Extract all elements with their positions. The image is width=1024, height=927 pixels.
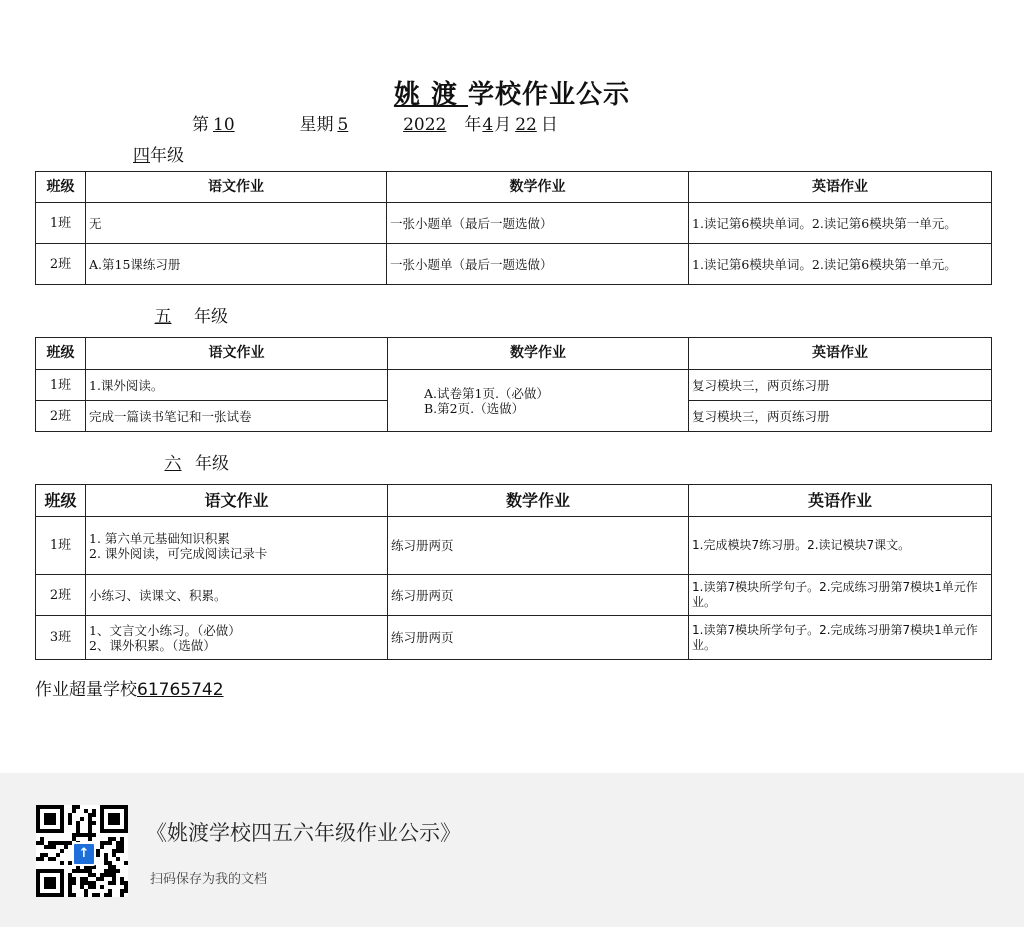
class-cell: 2班 [36,401,86,432]
table-header-row [36,485,992,517]
grade-4-heading [133,141,184,166]
english-cell: 1.完成模块7练习册。2.读记模块7课文。 [689,517,992,575]
class-cell: 2班 [36,244,86,285]
chinese-cell: 无 [86,203,387,244]
chinese-cell [86,517,388,575]
grade-6-table [35,484,992,660]
footer-save-hint: 扫码保存为我的文档 [150,872,268,887]
table-row [36,244,992,285]
header-math: 数学作业 [387,172,689,203]
english-cell: 复习模块三，两页练习册 [689,370,992,401]
footer-bar [0,773,1024,927]
english-cell: 1.读第7模块所学句子。2.完成练习册第7模块1单元作业。 [689,575,992,616]
day-value: 22 [515,115,537,135]
english-cell: 1.读记第6模块单词。2.读记第6模块第一单元。 [689,244,992,285]
chinese-line: 2. 课外阅读，可完成阅读记录卡 [89,545,268,561]
grade-5-table [35,337,992,432]
weekday-label: 星期 [299,115,334,135]
day-suffix: 日 [540,115,558,135]
grade-5-number: 五 [154,307,172,327]
chinese-line: 2、课外积累。（选做） [89,637,216,653]
math-cell: 练习册两页 [388,517,689,575]
header-english: 英语作业 [689,485,992,517]
table-row [36,575,992,616]
table-row [36,370,992,401]
week-number: 10 [213,115,235,135]
table-row [36,203,992,244]
overload-school-line [35,675,238,700]
header-class: 班级 [36,485,86,517]
app-icon: ↑ [72,842,96,866]
math-cell: 练习册两页 [388,616,689,660]
math-line: B.第2页.（选做） [424,400,525,416]
grade-4-suffix: 年级 [150,146,184,166]
header-class: 班级 [36,338,86,370]
chinese-line: 小练习、读课文、积累。 [89,587,227,603]
class-cell: 1班 [36,370,86,401]
chinese-cell [86,575,388,616]
class-cell: 1班 [36,517,86,575]
school-name: 姚 渡 [393,80,469,110]
math-line: A.试卷第1页.（必做） [424,385,549,401]
header-chinese: 语文作业 [86,338,388,370]
chinese-cell [86,616,388,660]
english-cell: 复习模块三，两页练习册 [689,401,992,432]
page-title [0,74,1024,111]
english-cell: 1.读第7模块所学句子。2.完成练习册第7模块1单元作业。 [689,616,992,660]
math-cell: 一张小题单（最后一题选做） [387,244,689,285]
grade-4-table [35,171,992,285]
grade-4-number: 四 [133,146,150,166]
grade-6-suffix: 年级 [195,454,229,474]
overload-label: 作业超量学校 [35,680,137,700]
class-cell: 1班 [36,203,86,244]
math-cell-merged [388,370,689,432]
math-cell: 练习册两页 [388,575,689,616]
header-chinese: 语文作业 [86,485,388,517]
footer-document-title: 《姚渡学校四五六年级作业公示》 [146,821,461,845]
grade-6-heading [151,449,229,474]
month-suffix: 月 [494,115,512,135]
class-cell: 3班 [36,616,86,660]
grade-5-heading [132,302,228,327]
overload-value: 61765742 [137,680,224,700]
header-math: 数学作业 [388,485,689,517]
year-value: 2022 [403,115,447,135]
chinese-cell: A.第15课练习册 [86,244,387,285]
chinese-cell: 完成一篇读书笔记和一张试卷 [86,401,388,432]
header-chinese: 语文作业 [86,172,387,203]
table-header-row [36,172,992,203]
qr-code[interactable] [36,805,128,897]
class-cell: 2班 [36,575,86,616]
month-value: 4 [482,115,494,135]
table-header-row [36,338,992,370]
date-line [192,110,558,135]
chinese-line: 1. 第六单元基础知识积累 [89,530,230,546]
chinese-cell: 1.课外阅读。 [86,370,388,401]
header-english: 英语作业 [689,172,992,203]
grade-6-number: 六 [164,454,182,474]
week-prefix: 第 [192,115,209,135]
header-math: 数学作业 [388,338,689,370]
header-class: 班级 [36,172,86,203]
weekday-value: 5 [337,115,349,135]
chinese-line: 1、文言文小练习。（必做） [89,622,241,638]
table-row [36,616,992,660]
table-row [36,517,992,575]
title-rest: 学校作业公示 [468,80,631,110]
year-suffix: 年 [464,115,482,135]
grade-5-suffix: 年级 [194,307,228,327]
english-cell: 1.读记第6模块单词。2.读记第6模块第一单元。 [689,203,992,244]
math-cell: 一张小题单（最后一题选做） [387,203,689,244]
header-english: 英语作业 [689,338,992,370]
